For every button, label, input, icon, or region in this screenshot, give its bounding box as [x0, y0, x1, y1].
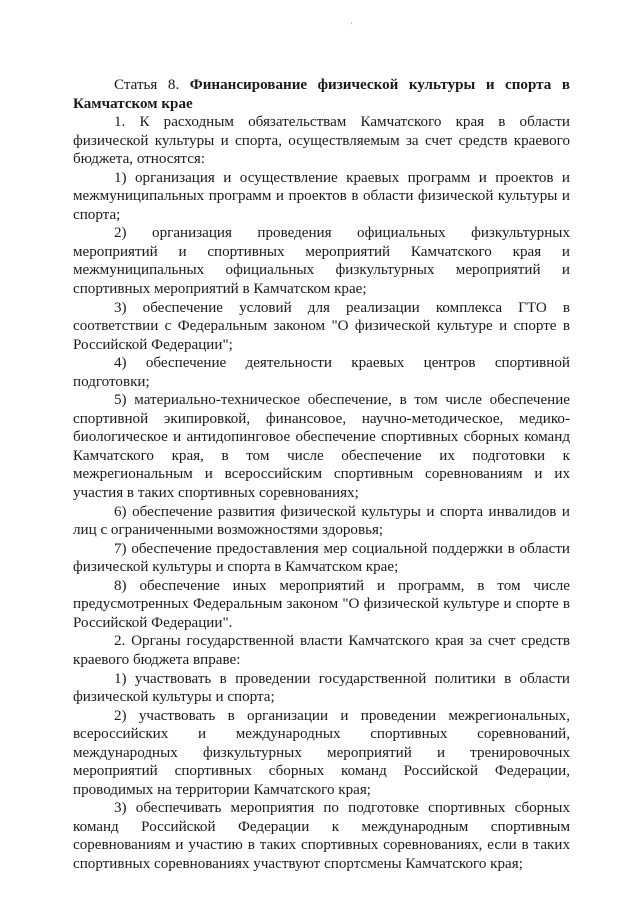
paragraph-1-item-8: 8) обеспечение иных мероприятий и программ, в том числе предусмотренных Федеральным законом "О физической культуре и спорте в Российской Федерации". — [73, 577, 570, 631]
paragraph-1-item-4: 4) обеспечение деятельности краевых центров спортивной подготовки; — [73, 355, 570, 390]
page-mark: ' — [351, 21, 353, 30]
article-title: Финансирование физической культуры и спорта в Камчатском крае — [73, 77, 570, 112]
paragraph-1-item-3: 3) обеспечение условий для реализации комплекса ГТО в соответствии с Федеральным законом "О физической культуре и спорте в Российской Федерации"; — [73, 299, 570, 353]
paragraph-1-item-5: 5) материально-техническое обеспечение, в том числе обеспечение спортивной экипировкой, финансовое, научно-методическое, медико-биологическое и антидопинговое обеспечение спортивных сборных команд Камчатского края, в том числе обеспечение их подготовки к межрегиональным и всероссийским спортивным соревнованиям и их участия в таких спортивных соревнованиях; — [73, 392, 570, 502]
document-body — [73, 76, 570, 874]
paragraph-2-item-1: 1) участвовать в проведении государственной политики в области физической культуры и спорта; — [73, 670, 570, 706]
paragraph-1: 1. К расходным обязательствам Камчатского края в области физической культуры и спорта, осуществляемым за счет средств краевого бюджета, относятся: — [73, 114, 570, 168]
article-label: Статья 8. — [114, 77, 180, 93]
paragraph-1-item-2: 2) организация проведения официальных физкультурных мероприятий и спортивных мероприятий Камчатского края и межмуниципальных официальных физкультурных мероприятий и спортивных мероприятий в Камчатском крае; — [73, 225, 570, 298]
paragraph-1-item-7: 7) обеспечение предоставления мер социальной поддержки в области физической культуры и спорта в Камчатском крае; — [73, 540, 570, 576]
paragraph-2-item-2: 2) участвовать в организации и проведении межрегиональных, всероссийских и международных спортивных соревнований, международных физкультурных мероприятий и тренировочных мероприятий спортивных сборных команд Российской Федерации, проводимых на территории Камчатского края; — [73, 707, 570, 798]
paragraph-1-item-6: 6) обеспечение развития физической культуры и спорта инвалидов и лиц с ограниченными возможностями здоровья; — [73, 503, 570, 539]
paragraph-2: 2. Органы государственной власти Камчатского края за счет средств краевого бюджета вправе: — [73, 633, 570, 668]
paragraph-1-item-1: 1) организация и осуществление краевых программ и проектов и межмуниципальных программ и проектов в области физической культуры и спорта; — [73, 169, 570, 223]
paragraph-2-item-3: 3) обеспечивать мероприятия по подготовке спортивных сборных команд Российской Федерации к международным спортивным соревнованиям и участию в таких спортивных соревнованиях, если в таких спортивных соревнованиях участвуют спортсмены Камчатского края; — [73, 800, 570, 872]
article-heading — [73, 76, 570, 113]
